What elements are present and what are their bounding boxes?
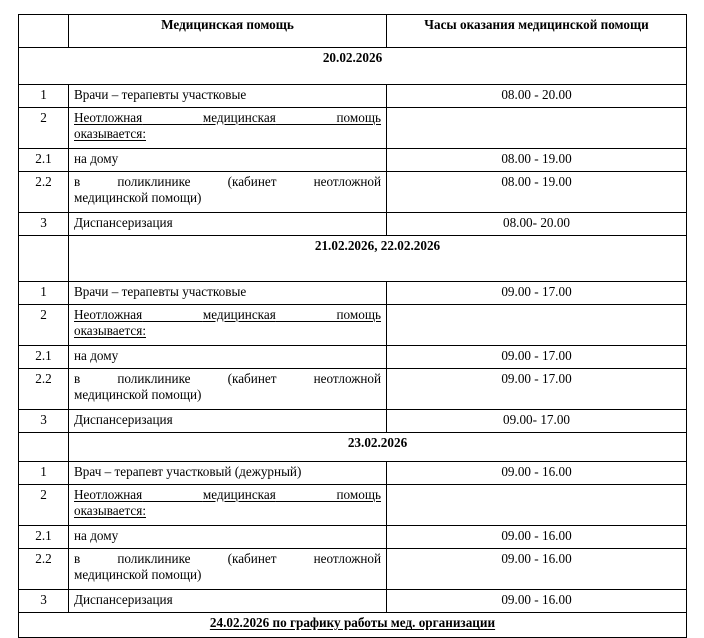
table-row bbox=[19, 172, 687, 213]
table-row bbox=[19, 108, 687, 149]
service-hours: 09.00 - 17.00 bbox=[387, 369, 687, 410]
row-number: 2.2 bbox=[19, 369, 69, 410]
table-row bbox=[19, 549, 687, 590]
service-hours: 08.00- 20.00 bbox=[387, 213, 687, 236]
service-hours: 09.00 - 16.00 bbox=[387, 590, 687, 613]
section-date-empty-cell bbox=[19, 433, 69, 462]
urgent-word-1: Неотложная bbox=[74, 487, 143, 502]
service-hours bbox=[387, 485, 687, 526]
service-name: Диспансеризация bbox=[69, 213, 387, 236]
urgent-line-2: оказывается: bbox=[74, 322, 146, 338]
clinic-word-4: неотложной bbox=[313, 174, 382, 189]
row-number: 1 bbox=[19, 282, 69, 305]
service-hours: 09.00- 17.00 bbox=[387, 410, 687, 433]
urgent-word-2: медицинская bbox=[202, 110, 276, 125]
clinic-word-4: неотложной bbox=[313, 551, 382, 566]
service-name bbox=[69, 305, 387, 346]
service-name: на дому bbox=[69, 149, 387, 172]
table-row bbox=[19, 213, 687, 236]
row-number: 2.2 bbox=[19, 549, 69, 590]
section-date-row bbox=[19, 433, 687, 462]
service-name: Врачи – терапевты участковые bbox=[69, 85, 387, 108]
service-hours: 09.00 - 16.00 bbox=[387, 549, 687, 590]
medical-schedule-table bbox=[18, 14, 687, 638]
service-hours: 09.00 - 16.00 bbox=[387, 462, 687, 485]
clinic-word-3: (кабинет bbox=[227, 551, 277, 566]
table-header-row bbox=[19, 15, 687, 48]
service-name: Врач – терапевт участковый (дежурный) bbox=[69, 462, 387, 485]
urgent-line-2: оказывается: bbox=[74, 125, 146, 141]
urgent-line-2: оказывается: bbox=[74, 502, 146, 518]
row-number: 3 bbox=[19, 590, 69, 613]
row-number: 2 bbox=[19, 108, 69, 149]
service-hours: 09.00 - 17.00 bbox=[387, 346, 687, 369]
table-row bbox=[19, 462, 687, 485]
section-date-row bbox=[19, 48, 687, 85]
row-number: 1 bbox=[19, 85, 69, 108]
row-number: 2.1 bbox=[19, 149, 69, 172]
table-row bbox=[19, 149, 687, 172]
clinic-word-1: в bbox=[74, 371, 81, 386]
service-name: Диспансеризация bbox=[69, 590, 387, 613]
table-row bbox=[19, 282, 687, 305]
clinic-line-2: медицинской помощи) bbox=[74, 566, 202, 582]
section-date-label: 23.02.2026 bbox=[69, 433, 687, 462]
service-name: на дому bbox=[69, 346, 387, 369]
row-number: 1 bbox=[19, 462, 69, 485]
row-number: 2.1 bbox=[19, 526, 69, 549]
service-name: на дому bbox=[69, 526, 387, 549]
urgent-word-1: Неотложная bbox=[74, 307, 143, 322]
clinic-word-2: поликлинике bbox=[117, 551, 191, 566]
header-cell-number bbox=[19, 15, 69, 48]
section-date-row bbox=[19, 236, 687, 282]
service-name bbox=[69, 108, 387, 149]
service-hours: 09.00 - 16.00 bbox=[387, 526, 687, 549]
service-name bbox=[69, 172, 387, 213]
service-hours: 08.00 - 20.00 bbox=[387, 85, 687, 108]
row-number: 2.1 bbox=[19, 346, 69, 369]
service-name: Врачи – терапевты участковые bbox=[69, 282, 387, 305]
table-row bbox=[19, 590, 687, 613]
section-date-empty-cell bbox=[19, 236, 69, 282]
table-row bbox=[19, 526, 687, 549]
clinic-word-2: поликлинике bbox=[117, 371, 191, 386]
clinic-word-1: в bbox=[74, 551, 81, 566]
footer-note-text: 24.02.2026 по графику работы мед. организации bbox=[209, 615, 496, 630]
table-row bbox=[19, 485, 687, 526]
table-row bbox=[19, 346, 687, 369]
row-number: 3 bbox=[19, 213, 69, 236]
row-number: 2 bbox=[19, 305, 69, 346]
urgent-word-2: медицинская bbox=[202, 487, 276, 502]
service-hours: 08.00 - 19.00 bbox=[387, 172, 687, 213]
section-date-label: 21.02.2026, 22.02.2026 bbox=[69, 236, 687, 282]
urgent-word-2: медицинская bbox=[202, 307, 276, 322]
service-name bbox=[69, 485, 387, 526]
clinic-word-4: неотложной bbox=[313, 371, 382, 386]
urgent-word-1: Неотложная bbox=[74, 110, 143, 125]
clinic-word-3: (кабинет bbox=[227, 371, 277, 386]
table-row bbox=[19, 85, 687, 108]
clinic-word-3: (кабинет bbox=[227, 174, 277, 189]
urgent-word-3: помощь bbox=[336, 307, 382, 322]
row-number: 2 bbox=[19, 485, 69, 526]
urgent-word-3: помощь bbox=[336, 110, 382, 125]
service-name bbox=[69, 369, 387, 410]
service-hours: 09.00 - 17.00 bbox=[387, 282, 687, 305]
clinic-line-2: медицинской помощи) bbox=[74, 189, 202, 205]
service-hours bbox=[387, 305, 687, 346]
service-name bbox=[69, 549, 387, 590]
row-number: 3 bbox=[19, 410, 69, 433]
urgent-word-3: помощь bbox=[336, 487, 382, 502]
table-footer-row bbox=[19, 613, 687, 638]
clinic-line-2: медицинской помощи) bbox=[74, 386, 202, 402]
section-date-label: 20.02.2026 bbox=[19, 48, 687, 85]
service-hours: 08.00 - 19.00 bbox=[387, 149, 687, 172]
table-row bbox=[19, 305, 687, 346]
table-row bbox=[19, 410, 687, 433]
service-hours bbox=[387, 108, 687, 149]
header-cell-service: Медицинская помощь bbox=[69, 15, 387, 48]
row-number: 2.2 bbox=[19, 172, 69, 213]
table-row bbox=[19, 369, 687, 410]
footer-note-cell bbox=[19, 613, 687, 638]
clinic-word-2: поликлинике bbox=[117, 174, 191, 189]
service-name: Диспансеризация bbox=[69, 410, 387, 433]
clinic-word-1: в bbox=[74, 174, 81, 189]
header-cell-hours: Часы оказания медицинской помощи bbox=[387, 15, 687, 48]
